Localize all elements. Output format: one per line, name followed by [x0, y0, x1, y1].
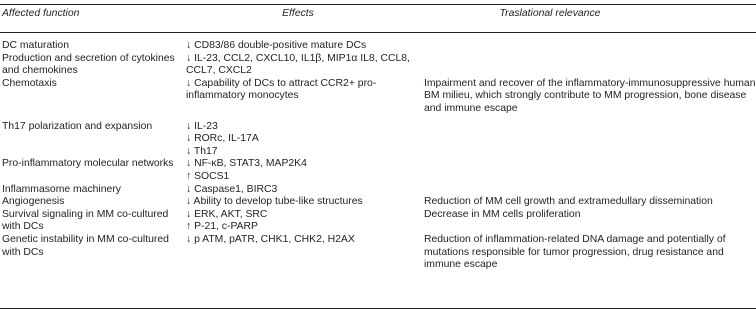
cell-function: Production and secretion of cytokines and chemokines — [2, 52, 175, 77]
effect-line: ↓ p ATM, pATR, CHK1, CHK2, H2AX — [186, 233, 355, 245]
table-row — [0, 158, 756, 183]
cell-effects — [186, 78, 422, 116]
cell-effects — [186, 32, 422, 53]
cell-relevance — [422, 184, 756, 197]
cell-effects — [186, 209, 422, 234]
cell-relevance — [422, 32, 756, 53]
cell-effects — [186, 158, 422, 183]
header-row — [0, 8, 756, 32]
effect-line: ↓ Capability of DCs to attract CCR2+ pro-inflammatory monocytes — [186, 77, 377, 102]
cell-effects — [186, 116, 422, 159]
cell-function: Pro-inflammatory molecular networks — [2, 158, 174, 170]
header-effects: Effects — [282, 8, 314, 19]
effect-line: ↓ IL-23 — [186, 120, 218, 132]
table-row — [0, 53, 756, 78]
cell-function: DC maturation — [2, 40, 69, 51]
table-row — [0, 209, 756, 234]
cell-effects — [186, 196, 422, 209]
cell-effects — [186, 53, 422, 78]
effect-line: ↓ Caspase1, BIRC3 — [186, 183, 278, 195]
effect-line: ↓ Ability to develop tube-like structures — [186, 196, 363, 208]
table-row — [0, 196, 756, 209]
cell-relevance — [422, 116, 756, 159]
cell-relevance: Reduction of MM cell growth and extramedullary dissemination — [424, 196, 713, 208]
bottom-rule — [0, 308, 756, 309]
effect-line: ↓ ERK, AKT, SRC — [186, 208, 268, 220]
cell-relevance — [422, 158, 756, 183]
table-row — [0, 184, 756, 197]
cell-function: Th17 polarization and expansion — [2, 120, 153, 132]
cell-relevance: Reduction of inflammation-related DNA damage and potentially of mutations responsible for tumor progression, drug resistance and immune escape — [424, 233, 726, 271]
cell-function: Inflammasome machinery — [2, 183, 121, 195]
table-row — [0, 116, 756, 159]
effect-line: ↓ NF-κB, STAT3, MAP2K4 — [186, 158, 307, 170]
data-table — [0, 8, 756, 272]
cell-function: Angiogenesis — [2, 196, 65, 208]
table-row — [0, 32, 756, 53]
cell-relevance: Decrease in MM cells proliferation — [424, 208, 581, 220]
cell-function: Genetic instability in MM co-cultured with DCs — [2, 233, 169, 258]
cell-relevance — [422, 53, 756, 78]
cell-effects — [186, 234, 422, 272]
header-affected-function: Affected function — [2, 8, 80, 19]
cell-function: Chemotaxis — [2, 77, 57, 89]
effect-line: ↓ Th17 — [186, 145, 218, 157]
top-rule — [0, 4, 756, 5]
effect-line: ↓ RORc, IL-17A — [186, 133, 259, 145]
effect-line: ↓ CD83/86 double-positive mature DCs — [186, 40, 367, 51]
cell-relevance: Impairment and recover of the inflammatory-immunosuppressive human BM milieu, which strongly contribute to MM progression, bone disease and immune escape — [424, 77, 756, 114]
table-row — [0, 234, 756, 272]
effect-line: ↑ SOCS1 — [186, 170, 230, 182]
cell-function: Survival signaling in MM co-cultured with DCs — [2, 208, 169, 233]
table-row — [0, 78, 756, 116]
cell-effects — [186, 184, 422, 197]
effect-line: ↓ IL-23, CCL2, CXCL10, IL1β, MIP1α IL8, CCL8, CCL7, CXCL2 — [186, 52, 410, 77]
effect-line: ↑ P-21, c-PARP — [186, 221, 258, 233]
header-translational-relevance: Traslational relevance — [499, 8, 601, 19]
